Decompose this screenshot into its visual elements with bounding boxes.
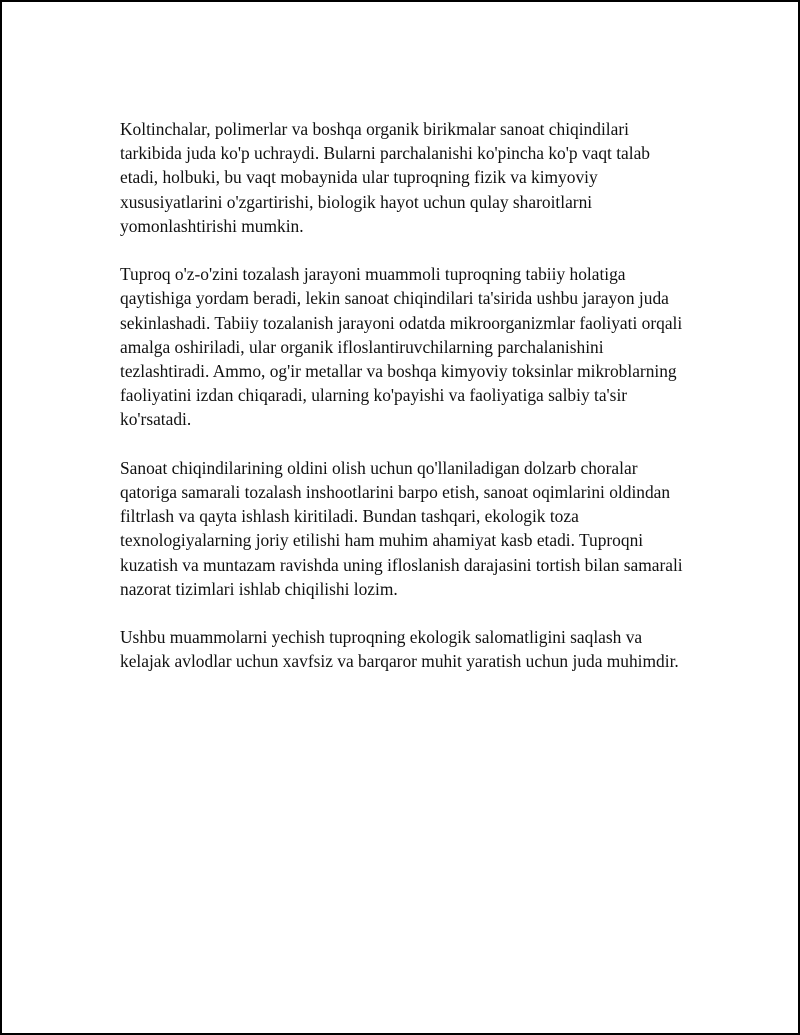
paragraph-4: Ushbu muammolarni yechish tuproqning ekologik salomatligini saqlash va kelajak avlodlar uchun xavfsiz va barqaror muhit yaratish uchun juda muhimdir. xyxy=(120,627,679,672)
paragraph-2: Tuproq o'z-o'zini tozalash jarayoni muammoli tuproqning tabiiy holatiga qaytishiga yordam beradi, lekin sanoat chiqindilari ta'sirida ushbu jarayon juda sekinlashadi. Tabiiy tozalanish jarayoni odatda mikroorganizmlar faoliyati orqali amalga oshiriladi, ular organik ifloslantiruvchilarning parchalanishini tezlashtiradi. Ammo, og'ir metallar va boshqa kimyoviy toksinlar mikroblarning faoliyatini izdan chiqaradi, ularning ko'payishi va faoliyatiga salbiy ta'sir ko'rsatadi. xyxy=(120,264,683,430)
paragraph-1: Koltinchalar, polimerlar va boshqa organik birikmalar sanoat chiqindilari tarkibida juda ko'p uchraydi. Bularni parchalanishi ko'pincha ko'p vaqt talab etadi, holbuki, bu vaqt mobaynida ular tuproqning fizik va kimyoviy xususiyatlarini o'zgartirishi, biologik hayot uchun qulay sharoitlarni yomonlashtirishi mumkin. xyxy=(120,119,650,236)
document-body xyxy=(120,117,690,698)
paragraph-3: Sanoat chiqindilarining oldini olish uchun qo'llaniladigan dolzarb choralar qatoriga samarali tozalash inshootlarini barpo etish, sanoat oqimlarini oldindan filtrlash va qayta ishlash kiritiladi. Bundan tashqari, ekologik toza texnologiyalarning joriy etilishi ham muhim ahamiyat kasb etadi. Tuproqni kuzatish va muntazam ravishda uning ifloslanish darajasini tortish bilan samarali nazorat tizimlari ishlab chiqilishi lozim. xyxy=(120,457,683,599)
